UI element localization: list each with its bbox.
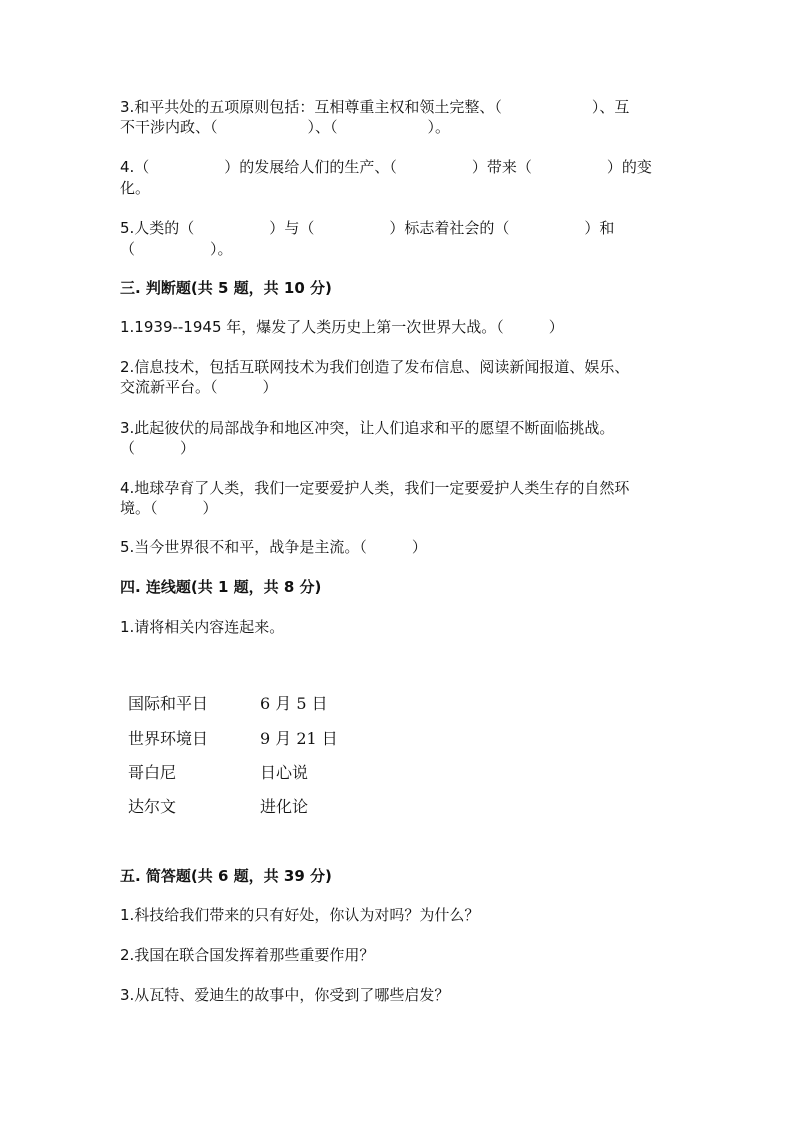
tf-q2-line2: 交流新平台。（ ）: [120, 378, 278, 396]
tf-q3-line2: （ ）: [120, 439, 196, 457]
match-right-item: 9 月 21 日: [260, 729, 338, 748]
tf-q4-line1: 4.地球孕育了人类，我们一定要爱护人类，我们一定要爱护人类生存的自然环: [120, 479, 630, 497]
match-right-item: 6 月 5 日: [260, 694, 328, 713]
sa-q2: 2.我国在联合国发挥着那些重要作用？: [120, 946, 375, 964]
match-right-item: 进化论: [260, 797, 309, 816]
fill-q5-line2: （ ）。: [120, 240, 233, 258]
tf-q3-line1: 3.此起彼伏的局部战争和地区冲突，让人们追求和平的愿望不断面临挑战。: [120, 419, 615, 437]
match-left-item: 达尔文: [128, 797, 177, 816]
sa-q3: 3.从瓦特、爱迪生的故事中，你受到了哪些启发？: [120, 986, 450, 1004]
tf-q2-line1: 2.信息技术，包括互联网技术为我们创造了发布信息、阅读新闻报道、娱乐、: [120, 358, 630, 376]
tf-q4-line2: 境。（ ）: [120, 499, 218, 517]
match-left-item: 哥白尼: [128, 763, 177, 782]
fill-q4-line1: 4.（ ）的发展给人们的生产、（ ）带来（ ）的变: [120, 158, 652, 176]
fill-q4-line2: 化。: [120, 179, 151, 197]
sa-q1: 1.科技给我们带来的只有好处，你认为对吗？为什么？: [120, 906, 480, 924]
fill-q3-line2: 不干涉内政、（ ）、（ ）。: [120, 118, 451, 136]
fill-q5-line1: 5.人类的（ ）与（ ）标志着社会的（ ）和: [120, 219, 615, 237]
match-left-item: 国际和平日: [128, 694, 209, 713]
match-left-item: 世界环境日: [128, 729, 209, 748]
section-heading-matching: 四. 连线题(共 1 题，共 8 分): [120, 578, 322, 596]
match-right-item: 日心说: [260, 763, 309, 782]
section-heading-true-false: 三. 判断题(共 5 题，共 10 分): [120, 279, 332, 297]
tf-q5: 5.当今世界很不和平，战争是主流。（ ）: [120, 538, 427, 556]
section-heading-short-answer: 五. 简答题(共 6 题，共 39 分): [120, 867, 332, 885]
matching-q1: 1.请将相关内容连起来。: [120, 618, 285, 636]
fill-q3-line1: 3.和平共处的五项原则包括：互相尊重主权和领土完整、（ ）、互: [120, 98, 630, 116]
tf-q1: 1.1939--1945 年，爆发了人类历史上第一次世界大战。（ ）: [120, 318, 564, 336]
